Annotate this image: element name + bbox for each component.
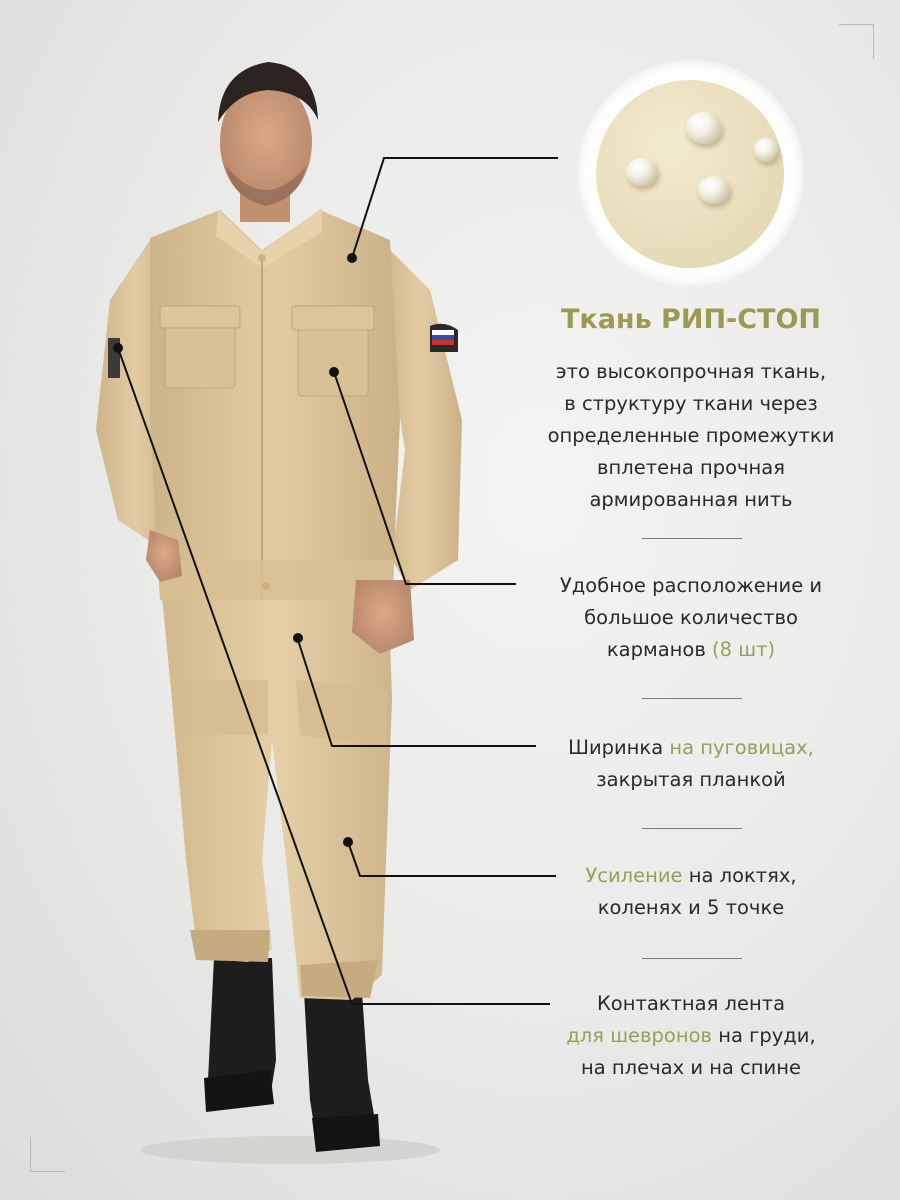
fabric-description-line: это высокопрочная ткань, [555, 360, 827, 383]
feature-fly-line [500, 732, 882, 764]
fabric-description-line: определенные промежутки [547, 424, 835, 447]
separator [642, 958, 742, 959]
fabric-description-line: в структуру ткани через [564, 392, 818, 415]
feature-velcro [500, 988, 882, 1084]
feature-pockets-line [500, 634, 882, 666]
separator [642, 538, 742, 539]
right-boot [304, 992, 380, 1152]
fabric-description-line: вплетена прочная [597, 456, 785, 479]
fabric-description-line: армированная нить [589, 488, 793, 511]
feature-reinforcement-line: коленях и 5 точке [597, 896, 785, 919]
water-drop [626, 158, 658, 186]
floor-shadow [140, 1136, 440, 1164]
left-boot [204, 958, 276, 1112]
feature-fly [500, 732, 882, 796]
feature-pockets-line: Удобное расположение и [559, 574, 823, 597]
fabric-title: Ткань РИП-СТОП [560, 304, 822, 335]
trousers [160, 575, 392, 1000]
feature-pockets-text: карманов [606, 638, 713, 661]
feature-velcro-line: Контактная лента [596, 992, 786, 1015]
feature-reinforcement [500, 860, 882, 924]
separator [642, 828, 742, 829]
feature-pockets [500, 570, 882, 666]
feature-fly-accent: на пуговицах, [669, 736, 814, 759]
water-drop [754, 138, 778, 162]
feature-velcro-line [500, 1020, 882, 1052]
water-drop [698, 176, 730, 204]
feature-pockets-line: большое количество [584, 606, 798, 629]
water-drop [686, 112, 722, 144]
feature-pockets-count: (8 шт) [712, 638, 776, 661]
feature-reinforcement-accent: Усиление [585, 864, 683, 887]
feature-fly-text: Ширинка [568, 736, 670, 759]
feature-reinforcement-text: на локтях, [682, 864, 797, 887]
feature-velcro-accent: для шевронов [566, 1024, 713, 1047]
feature-velcro-line: на плечах и на спине [581, 1056, 801, 1079]
fabric-swatch [596, 80, 784, 268]
feature-velcro-text: на груди, [712, 1024, 816, 1047]
separator [642, 698, 742, 699]
feature-fly-line: закрытая планкой [596, 768, 786, 791]
feature-reinforcement-line [500, 860, 882, 892]
fabric-description [500, 356, 882, 516]
